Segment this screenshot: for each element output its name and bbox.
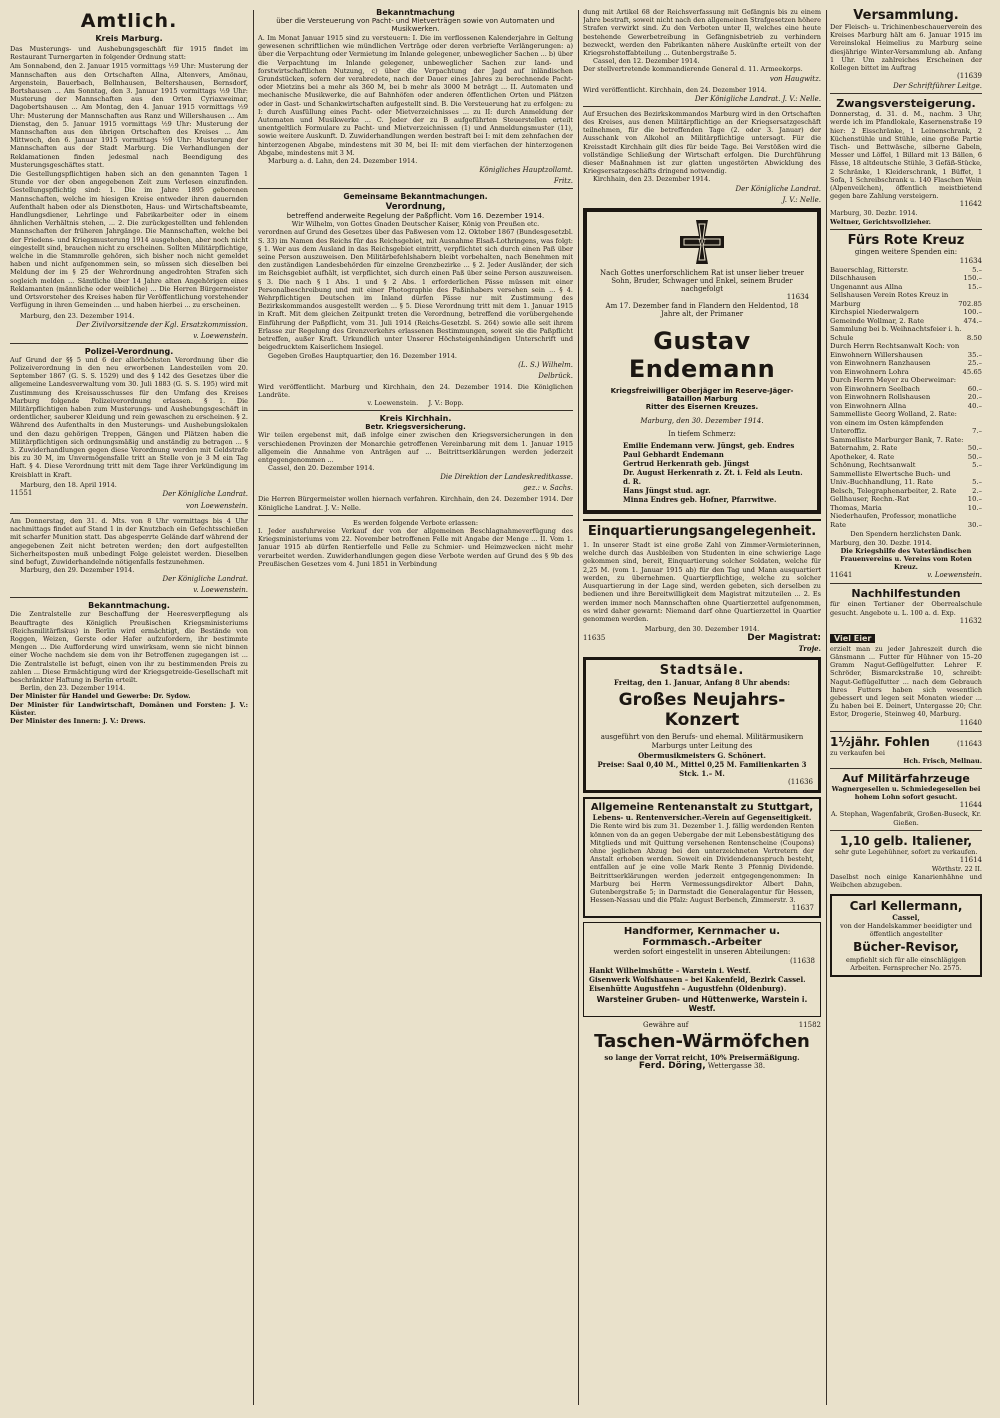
donnerstag-date: Marburg, den 29. Dezember 1914. xyxy=(20,566,135,575)
bekanntmachung-signature-1: Der Minister für Handel und Gewerbe: Dr. Sydow. xyxy=(10,692,191,701)
taschen-number: 11582 xyxy=(798,1021,821,1030)
einquartierung-notice xyxy=(583,519,821,653)
obituary-number: 11634 xyxy=(786,293,809,302)
donation-row xyxy=(830,512,982,529)
donation-name: Sammelliste Elwertsche Buch- und Univ.-Buchhandlung, 11. Rate xyxy=(830,469,951,487)
donation-row xyxy=(830,274,982,283)
kellermann-name: Carl Kellermann, xyxy=(849,898,963,913)
donation-name: Apotheker, 4. Rate xyxy=(830,452,895,461)
fohlen-body: zu verkaufen bei xyxy=(830,748,885,757)
bekanntmachung-body: Die Zentralstelle zur Beschaffung der Heeresverpflegung als Beauftragte des Königlich Preußischen Kriegsministeriums (Reichsmilitärfiskus) in Berlin wird ermächtigt, die Bestände von Roggen, Weizen, Gerste oder Hafer aufzufordern, ihr bestimmte Mengen ... Die Aufforderung wird unwirksam, wenn sie nicht binnen einer Woche nachdem sie dem von ihr Betroffenen zugegangen ist ... Die Zentralstelle ist befugt, einen von ihr zu bestimmenden Preis zu zahlen ... Diese Ermächtigung wird der Kriegsgetreide-Gesellschaft mit beschränkter Haftung in Berlin erteilt. xyxy=(10,610,248,684)
rotes-kreuz-signature: Die Kriegshilfe des Vaterländischen Frauenvereins u. Vereins vom Roten Kreuz. xyxy=(840,546,972,572)
top-publication: Wird veröffentlicht. Kirchhain, den 24. Dezember 1914. xyxy=(583,85,767,94)
donation-row xyxy=(830,504,982,513)
handformer-title: Handformer, Kernmacher u. Formmasch.-Arbeiter xyxy=(623,926,781,949)
bekanntmachung-signature-2: Der Minister für Landwirtschaft, Domänen und Forsten: J. V.: Küster. xyxy=(10,700,248,717)
donation-name: Sammlung bei b. Weihnachtsfeier i. h. Schule xyxy=(830,325,962,342)
kellermann-body: von der Handelskammer beeidigter und öffentlich angestellter xyxy=(840,921,972,938)
family-member: Hans Jüngst stud. agr. xyxy=(623,486,711,496)
stadtsaele-number: (11636 xyxy=(788,778,813,787)
handformer-subtitle: werden sofort eingestellt in unseren Abteilungen: xyxy=(613,948,791,957)
eier-title: Viel Eier xyxy=(830,634,875,643)
polizei-body: Auf Grund der §§ 5 und 6 der allerhöchsten Verordnung über die Polizeiverordnung in den neu erworbenen Landesteilen vom 20. September 1867 (G. S. S. 1529) und des § 142 des Gesetzes über die allgemeine Landesverwaltung vom 30. Juli 1883 (G. S. S. 195) wird mit Zustimmung des Kreisausschusses für den Umfang des Kreises Marburg folgende Polizeiverordnung erlassen. § 1. Die Militärpflichtigen haben zum Musterungs- und Aushebungsgeschäft in ordentlicher, sauberer Kleidung und rein gewaschen zu erscheinen. § 2. Während des Aufenthalts in den Musterungs- und Aushebungslokalen und den dazu gehörigen Treppen, Gängen und Plätzen haben die Militärpflichtigen sich ordnungsmäßig und anständig zu betragen ... § 3. Zuwiderhandlungen gegen diese Verordnung werden mit Geldstrafe bis zu 30 M, im Unvermögensfalle tritt an Stelle von je 3 M ein Tag Haft. § 4. Diese Verordnung tritt mit dem Tage ihrer Verkündigung im Kreisblatt in Kraft. xyxy=(10,355,248,479)
column-amtlich xyxy=(10,8,248,1408)
donation-row xyxy=(830,283,982,292)
donation-row xyxy=(830,393,982,402)
donation-row xyxy=(830,359,982,368)
fohlen-number: (11643 xyxy=(957,739,982,748)
kellermann-footer: empfiehlt sich für alle einschlägigen Arbeiten. Fernsprecher No. 2575. xyxy=(846,956,966,973)
donation-name: Sammelliste Marburger Bank, 7. Rate: Baternahm, 2. Rate xyxy=(830,435,964,453)
stadtsaele-title: Stadtsäle. xyxy=(659,663,745,679)
rotes-kreuz-title: Fürs Rote Kreuz xyxy=(847,232,965,248)
donation-amount: 60.– xyxy=(967,384,982,393)
bekanntmachung-heading: Bekanntmachung. xyxy=(88,601,170,611)
obituary-family xyxy=(595,441,809,504)
bek-subheading: über die Versteuerung von Pacht- und Mietverträgen sowie von Automaten und Musikwerken. xyxy=(276,17,555,33)
donation-row xyxy=(830,487,982,496)
rotes-kreuz-signature-name: v. Loewenstein. xyxy=(927,571,982,580)
polizei-number: 11551 xyxy=(10,488,33,497)
donnerstag-signature-title: Der Königliche Landrat. xyxy=(162,575,248,584)
donation-name: Sellshausen Verein Rotes Kreuz in Marburg xyxy=(830,291,949,308)
donation-name: Durch Herrn Rechtsanwalt Koch: von Einwohnern Willershausen xyxy=(830,342,960,359)
donation-amount: 5.– xyxy=(972,461,982,470)
donation-row xyxy=(830,308,982,317)
bek-heading: Bekanntmachung xyxy=(376,8,455,17)
donation-row xyxy=(830,368,982,377)
verordnung-signature-2: Delbrück. xyxy=(538,371,573,380)
polizei-signature-title: Der Königliche Landrat. xyxy=(162,489,248,498)
ersuchen-date: Kirchhain, den 23. Dezember 1914. xyxy=(593,175,711,184)
verordnung-intro: Wir Wilhelm, von Gottes Gnaden Deutscher Kaiser, König von Preußen etc. xyxy=(291,220,540,229)
musterung-date: Marburg, den 23. Dezember 1914. xyxy=(20,311,135,320)
taschen-header-row xyxy=(583,1021,821,1030)
donation-name: von Einwohnern Rollshausen xyxy=(830,393,931,402)
italiener-extra: Daselbst noch einige Kanarienhähne und Weibchen abzugeben. xyxy=(830,873,982,890)
donation-row xyxy=(830,410,982,436)
versammlung-title: Versammlung. xyxy=(853,8,959,23)
nachhilfe-number: 11632 xyxy=(959,616,982,625)
taschen-pre: Gewähre auf xyxy=(643,1021,689,1030)
donation-list xyxy=(830,266,982,530)
einquartierung-title: Einquartierungsangelegenheit. xyxy=(587,524,817,540)
column-rule xyxy=(253,10,254,1405)
top-date: Cassel, den 12. Dezember 1914. xyxy=(593,57,700,66)
column-anzeigen xyxy=(583,8,821,1408)
fohlen-title: 1½jähr. Fohlen xyxy=(830,734,930,749)
donation-name: Bauerschlag, Ritterstr. xyxy=(830,265,909,274)
column-bekanntmachungen xyxy=(258,8,573,1408)
donation-name: Gemeinde Wollmar, 2. Rate xyxy=(830,316,925,325)
donation-amount: 8.50 xyxy=(966,333,982,342)
taschen-firm-line xyxy=(583,1062,821,1071)
divider xyxy=(258,410,573,411)
bek-signature-name: Fritz. xyxy=(553,177,573,186)
musterung-body: Die Gestellungspflichtigen haben sich an den genannten Tagen 1 Stunde vor der oben angegebenen Zeit zum Verlesen einzufinden. Gestellungspflichtig sind: 1. Die im Jahre 1895 geborenen Mannschaften, welche im hiesigen Kreise entweder ihren dauernden Aufenthalt haben oder als Dienstboten, Haus- und Wirtschaftsbeamte, Handlungsdiener, Lehrlinge und Fabrikarbeiter oder in einem ähnlichen Verhältnis stehen, ... 2. Die zurückgestellten und fehlenden Mannschaften der früheren Jahrgänge. Die Mannschaften, welche bei der Friedens- und Kriegsmusterung 1914 ausgehoben, aber noch nicht eingestellt sind, brauchen nicht zu erscheinen. Sollten Militärpflichtige, welche in die Stammrolle gehören, sich bisher noch nicht gemeldet haben und nicht aufgenommen sein, so müssen sich dieselben bei Meldung der im § 25 der Wehrordnung angedrohten Strafen sich sogleich melden ... Sämtliche über 14 Jahre alten Angehörigen eines Reklamanten (männliche oder weibliche) ... Die Herren Bürgermeister und Ortsvorsteher des Kreises haben für Veröffentlichung vorstehender Verfügung in ihren Gemeinden ... und haben hierbei ... zu erscheinen. xyxy=(10,170,248,310)
italiener-address: Wörthstr. 22 II. xyxy=(931,865,982,874)
handformer-footer: Warsteiner Gruben- und Hüttenwerke, Warstein i. Westf. xyxy=(596,995,808,1014)
stadtsaele-prices: Preise: Saal 0,40 M., Mittel 0,25 M. Familienkarten 3 Stck. 1.– M. xyxy=(597,760,807,779)
einquartierung-signature-title: Der Magistrat: xyxy=(747,633,821,644)
kellermann-ad xyxy=(830,894,982,978)
gemeinsame-heading: Gemeinsame Bekanntmachungen. xyxy=(343,192,488,202)
donation-row xyxy=(830,317,982,326)
einquartierung-date: Marburg, den 30. Dezember 1914. xyxy=(644,625,760,634)
zwangsversteigerung-title: Zwangsversteigerung. xyxy=(836,97,976,111)
donation-row xyxy=(830,291,982,308)
kreis-heading: Kreis Marburg. xyxy=(95,34,163,43)
donation-amount: 10.– xyxy=(967,503,982,512)
donation-amount: 15.– xyxy=(967,282,982,291)
obituary-name: Gustav Endemann xyxy=(628,326,776,383)
kirchhain-signature-2: gez.: v. Sachs. xyxy=(523,484,573,493)
kirchhain-note: Die Herren Bürgermeister wollen hiernach verfahren. Kirchhain, den 24. Dezember 1914. Der Königliche Landrat. J. V.: Nelle. xyxy=(258,495,573,512)
divider xyxy=(830,93,982,94)
donation-row xyxy=(830,495,982,504)
divider xyxy=(258,515,573,516)
top-signature-landrat: Der Königliche Landrat. J. V.: Nelle. xyxy=(694,94,821,103)
donation-row xyxy=(830,470,982,487)
verordnung-signature-1: (L. S.) Wilhelm. xyxy=(518,360,573,369)
handformer-ad xyxy=(583,922,821,1017)
donation-amount: 50.– xyxy=(967,444,982,453)
obituary-notice xyxy=(583,208,821,514)
rotes-kreuz-date: Marburg, den 30. Dezbr. 1914. xyxy=(830,538,932,547)
versammlung-body: Der Fleisch- u. Trichinenbeschauerverein des Kreises Marburg hält am 6. Januar 1915 im Vereinslokal Heimelius zu Marburg seine diesjährige Winter-Versammlung ab. Anfang 1 Uhr. Um zahlreiches Erscheinen der Kollegen bittet im Auftrag xyxy=(830,23,982,73)
top-signature-name: von Haugwitz. xyxy=(769,74,821,83)
donation-amount: 25.– xyxy=(967,359,982,368)
handformer-location: Gisenwerk Wolfshausen – bei Kakenfeld, Bezirk Cassel. xyxy=(589,975,806,985)
donation-row xyxy=(830,461,982,470)
fohlen-title-row xyxy=(830,735,982,749)
iron-cross-icon xyxy=(678,218,726,266)
einquartierung-signature-row xyxy=(583,633,821,643)
donnerstag-body: Am Donnerstag, den 31. d. Mts. von 8 Uhr vormittags bis 4 Uhr nachmittags findet auf Stand 1 in der Knutzbach ein Gefechtsschießen mit scharfer Munition statt. Das abgesperrte Gelände darf während der angegebenen Zeit nicht betreten werden; den dort aufgestellten Sicherheitsposten muß unbedingt Folge geleistet werden. Dieselben sind befugt, Zuwiderhandelnde nötigenfalls festzunehmen. xyxy=(10,516,248,566)
top-signature-title: Der stellvertretende kommandierende General d. 11. Armeekorps. xyxy=(583,65,803,74)
stadtsaele-by: ausgeführt von den Berufs- und ehemal. Militärmusikern Marburgs unter Leitung des xyxy=(600,733,804,751)
verbote-intro: Es werden folgende Verbote erlassen: xyxy=(352,518,479,527)
donation-amount: 7.– xyxy=(972,427,982,436)
versammlung-signature: Der Schriftführer Leitge. xyxy=(893,82,982,91)
zwangsversteigerung-date: Marburg, 30. Dezbr. 1914. xyxy=(830,209,918,218)
stadtsaele-line: Freitag, den 1. Januar, Anfang 8 Uhr abends: xyxy=(614,678,790,688)
taschen-address: Wettergasse 38. xyxy=(707,1062,766,1071)
polizei-signature-name: von Loewenstein. xyxy=(185,501,248,510)
verordnung-body: verordnen auf Grund des Gesetzes über das Paßwesen vom 12. Oktober 1867 (Bundesgesetzbl. S. 33) im Namen des Reichs für das Reichsgebiet, mit Ausnahme Elsaß-Lothringens, was folgt: § 1. Wer aus dem Ausland in das Reichsgebiet eintritt, verpflichtet sich durch einen Paß über seine Person auszuweisen. Den Militärbefehlshabern bleibt vorbehalten, nach Benehmen mit den zuständigen Landesbehörden für einzelne Grenzbezirke ... § 2. Jeder Ausländer, der sich im Reichsgebiet aufhält, ist verpflichtet, sich durch einen Paß über seine Person auszuweisen. § 3. Die nach § 1 Abs. 1 und § 2 Abs. 1 erforderlichen Pässe müssen mit einer Personalbeschreibung und mit einer Photographie des Paßinhabers versehen sein ... § 4. Wehrpflichtigen Deutschen im Inland dürfen Pässe nur mit Zustimmung des Bezirkskommandos ausgestellt werden ... § 5. Diese Verordnung tritt mit dem 1. Januar 1915 in Kraft. Mit dem gleichen Zeitpunkt treten die Verordnung, betreffend die vorübergehende Einführung der Paßpflicht, vom 31. Juli 1914 (Reichs-Gesetzbl. S. 264) sowie alle seit ihrem Erlasse zur Regelung des Grenzverkehrs erlassenen Bestimmungen, soweit sie die Paßpflicht betreffen, außer Kraft. Urkundlich unter Unserer Höchsteigenhändigen Unterschrift und beigedrucktem Kaiserlichem Insiegel. xyxy=(258,228,573,352)
taschen-subtitle: so lange der Vorrat reicht, 10% Preisermäßigung. xyxy=(604,1053,800,1063)
rotes-kreuz-number-2: 11641 xyxy=(830,571,853,580)
section-title: Amtlich. xyxy=(80,10,178,32)
fohlen-signature: Hch. Frisch, Mellnau. xyxy=(903,756,982,765)
taschen-title: Taschen-Wärmöfchen xyxy=(594,1031,810,1053)
bek-body: A. Im Monat Januar 1915 sind zu versteuern: I. Die im verflossenen Kalenderjahre in Geltung gewesenen schriftlichen wie mündlichen Verträge oder deren verbriefte Verlängerungen: a) über die Verpachtung oder Vermietung im Inlande gelegener, unbeweglicher Sachen ... b) über die Verpachtung im Inlande gelegener, unbeweglicher Sachen zur land- und forstwirtschaftlichen Nutzung, c) über die Verpachtung der Jagd auf inländischen Grundstücken, sofern der verabredete, nach der Dauer eines Jahres zu berechnende Pacht- oder Mietzins bei a mehr als 360 M, bei b mehr als 3000 M beträgt ... II. Automaten und mechanische Musikwerke, die auf Bahnhöfen oder anderen öffentlichen Orten und Plätzen oder in Gast- und Schankwirtschaften aufgestellt sind. B. Die Versteuerung hat zu erfolgen: zu I: durch Ausfüllung eines Pacht- oder Mietverzeichnisses ... zu II: durch Anmeldung der Automaten und Musikwerke ... C. Jeder der zu B aufgeführten Steuerstellen erteilt unentgeltlich Formulare zu Pacht- und Mietverzeichnissen (1) und Anmeldungsmuster (11), sowie weitere Auskunft. D. Zuwiderhandlungen werden bestraft bei I: mit dem zehnfachen der hinterzogenen Abgabe, mindestens mit 30 M, bei II: mit dem vierfachen der hinterzogenen Abgabe, mindestens mit 3 M. xyxy=(258,34,573,157)
bekanntmachung-date: Berlin, den 23. Dezember 1914. xyxy=(20,684,126,693)
donation-amount: 30.– xyxy=(967,520,982,529)
column-rule xyxy=(578,10,579,1405)
donation-row xyxy=(830,266,982,275)
donation-name: Schönung, Rechtsanwalt xyxy=(830,461,916,470)
kellermann-title: Bücher-Revisor, xyxy=(853,940,959,955)
polizei-date: Marburg, den 18. April 1914. xyxy=(20,480,117,489)
divider xyxy=(583,106,821,107)
obituary-order: Ritter des Eisernen Kreuzes. xyxy=(645,402,759,411)
kirchhain-subheading: Betr. Kriegsversicherung. xyxy=(365,423,466,432)
donation-name: von Einwohnern Lohra xyxy=(830,367,909,376)
ersuchen-signature-title: Der Königliche Landrat. xyxy=(735,184,821,193)
kirchhain-signature-1: Die Direktion der Landeskreditkasse. xyxy=(440,473,573,482)
rentenanstalt-ad xyxy=(583,797,821,918)
donation-amount: 50.– xyxy=(967,452,982,461)
zwangsversteigerung-number: 11642 xyxy=(959,200,982,209)
polizei-heading: Polizei-Verordnung. xyxy=(84,346,174,356)
rentenanstalt-subtitle: Lebens- u. Rentenversicher.-Verein auf Gegenseitigkeit. xyxy=(592,813,812,823)
donation-name: von Einwohnern Ranzhausen xyxy=(830,359,931,368)
eier-number: 11640 xyxy=(959,718,982,727)
verordnung-date: Gegeben Großes Hauptquartier, den 16. Dezember 1914. xyxy=(268,351,457,360)
donation-amount: 5.– xyxy=(972,478,982,487)
einquartierung-body: 1. In unserer Stadt ist eine große Zahl von Zimmer-Vermieterinnen, welche durch das Ausbleiben von Studenten in eine schwierige Lage gekommen sind, bereit, Einquartierung solcher Soldaten, welche für 2,25 M. (vom 1. Januar 1915 ab) für den Tag und Mann ausquartiert werden, zu übernehmen. Quartierpflichtige, welche zu solcher Ausquartierung in der Lage sind, werden gebeten, sich derselben zu bedienen und ihre Bereitwilligkeit dem Magistrat mitzuteilen ... 2. Es werden immer noch Mannschaften ohne Quartierzettel aufgenommen, es wird daher gewarnt: Niemand darf ohne Quartierzettel in Quartier genommen werden. xyxy=(583,541,821,623)
verordnung-publication: Wird veröffentlicht. Marburg und Kirchhain, den 24. Dezember 1914. Die Königlichen Landräte. xyxy=(258,382,573,399)
italiener-body: sehr gute Legehühner, sofort zu verkaufen. xyxy=(834,847,978,856)
divider xyxy=(830,768,982,769)
kirchhain-date: Cassel, den 20. Dezember 1914. xyxy=(268,464,375,473)
rotes-kreuz-number: 11634 xyxy=(959,256,982,265)
handformer-number: (11638 xyxy=(790,957,815,966)
ersuchen-body: Auf Ersuchen des Bezirkskommandos Marburg wird in den Ortschaften des Kreises, aus denen Militärpflichtige an der Kriegsersatzgeschäft teilnehmen, für die betreffenden Tage (2. oder 3. Januar) der Ausschank von Alkohol an Militärpflichtige untersagt. Für die Kreisstadt Kirchhain gilt dies für beide Tage. Bei Verstößen wird die vollständige Schließung der Wirtschaft erfolgen. Die Durchführung dieser Maßnahmen ist zur glatten ungestörten Abwicklung des Kriegsersatzgeschäfts dringend notwendig. xyxy=(583,109,821,176)
divider xyxy=(830,830,982,831)
einquartierung-signature-name: Troje. xyxy=(798,644,821,654)
donation-name: Niederhaufen, Professor, monatliche Rate xyxy=(830,512,957,529)
verordnung-names: v. Loewenstein. J. V.: Bopp. xyxy=(367,399,464,408)
donation-row xyxy=(830,342,982,359)
divider xyxy=(830,583,982,584)
donation-amount: 45.65 xyxy=(962,367,982,376)
family-member: Minna Endres geb. Hofner, Pfarrwitwe. xyxy=(623,495,777,505)
donation-amount: 35.– xyxy=(967,350,982,359)
bekanntmachung-signature-3: Der Minister des Innern: J. V.: Drews. xyxy=(10,717,146,726)
bek-date: Marburg a. d. Lahn, den 24. Dezember 1914. xyxy=(268,157,418,166)
rotes-kreuz-thanks: Den Spendern herzlichsten Dank. xyxy=(850,530,962,539)
verordnung-heading: Verordnung, xyxy=(385,202,446,213)
obituary-rank: Kriegsfreiwilliger Oberjäger im Reserve-Jäger-Bataillon Marburg xyxy=(610,386,794,403)
versammlung-number: (11639 xyxy=(957,72,982,81)
donnerstag-signature-name: v. Loewenstein. xyxy=(193,586,248,595)
donation-row xyxy=(830,402,982,411)
rentenanstalt-number: 11637 xyxy=(791,904,814,913)
rotes-kreuz-subtitle: gingen weitere Spenden ein: xyxy=(854,247,958,256)
donation-amount: 20.– xyxy=(967,393,982,402)
zwangsversteigerung-body: Donnerstag, d. 31. d. M., nachm. 3 Uhr, werde ich im Pfandlokale, Kasernenstraße 19 hier: 2 Eisschränke, 1 Leinenschrank, 2 Küchenstühle und Stühle, eine große Partie Tisch- und Bettwäsche, silberne Gabeln, Messer und Löffel, 1 Billard mit 13 Bällen, 6 Fässe, 18 altdeutsche Stühle, 3 Gefäß-Stücke, 2 Schränke, 1 Kleiderschrank, 1 Büffet, 1 Sofa, 1 Schreibschrank u. 140 Flaschen Wein (Alpenveilchen), öffentlich meistbietend gegen bare Zahlung versteigern. xyxy=(830,110,982,201)
musterung-days: Am Sonnabend, den 2. Januar 1915 vormittags ½9 Uhr: Musterung der Mannschaften aus den Ortschaften Allna, Altenvers, Amönau, Argenstein, Bauerbach, Bellnhausen, Beltershausen, Bernsdorf, Bortshausen ... Am Sonntag, den 3. Januar 1915 vormittags ½9 Uhr: Musterung der Mannschaften aus den Orten Cyriaxweimar, Dagobertshausen ... Am Montag, den 4. Januar 1915 vormittags ½9 Uhr: Musterung der Mannschaften aus Ranz und Willershausen ... Am Dienstag, den 5. Januar 1915 vormittags ½9 Uhr: Musterung der Mannschaften aus den übrigen Ortschaften des Kreises ... Am Mittwoch, den 6. Januar 1915 vormittags ½9 Uhr: Musterung der Mannschaften aus der Stadt Marburg. Die Verhandlungen der Reklamationen finden jedesmal nach Beendigung des Musterungsgeschäftes statt. xyxy=(10,62,248,169)
italiener-title: 1,10 gelb. Italiener, xyxy=(839,833,972,848)
family-member: Emilie Endemann verw. Jüngst, geb. Endres xyxy=(623,441,795,451)
donation-row xyxy=(830,376,982,393)
donation-amount: 5.– xyxy=(972,265,982,274)
ersuchen-signature-name: J. V.: Nelle. xyxy=(782,195,821,204)
donation-name: Thomas, Maria xyxy=(830,503,882,512)
eier-body: erzielt man zu jeder Jahreszeit durch die Gänsmann ... Futter für Hühner von 15–20 Gramm Nagut-Geflügelfutter. Lehrer F. Schröder, Bismarckstraße 10, schreibt: Nagut-Geflügelfutter ... nach dem Gebrauch Ihres Futters haben sich wesentlich gebessert und legen seit Monaten wieder ... Zu haben bei E. Deinert, Untergasse 20; Chr. Estor, Drogerie, Steinweg 40, Marburg. xyxy=(830,644,982,719)
family-member: Paul Gebhardt Endemann xyxy=(623,450,724,460)
einquartierung-number: 11635 xyxy=(583,634,606,643)
italiener-number: 11614 xyxy=(959,856,982,865)
donation-amount: 474.– xyxy=(963,316,982,325)
donation-row xyxy=(830,453,982,462)
divider xyxy=(10,597,248,598)
musterung-signature-title: Der Zivilvorsitzende der Kgl. Ersatzkommission. xyxy=(76,320,248,329)
donation-name: Gellhauser, Rechn.-Rat xyxy=(830,495,910,504)
stadtsaele-concert: Großes Neujahrs-Konzert xyxy=(618,690,786,731)
divider xyxy=(258,188,573,189)
donation-name: Ungenannt aus Allna xyxy=(830,282,903,291)
donation-row xyxy=(830,325,982,342)
zwangsversteigerung-signature: Weltner, Gerichtsvollzieher. xyxy=(830,217,931,226)
militaer-firm: A. Stephan, Wagenfabrik, Großen-Buseck, Kr. Gießen. xyxy=(830,810,982,827)
donation-row xyxy=(830,436,982,453)
column-rule xyxy=(826,10,827,1405)
polizei-signature-row xyxy=(10,489,248,501)
donation-amount: 100.– xyxy=(963,308,982,317)
donation-name: Sammelliste Georg Wolland, 2. Rate: von einem im Osten kämpfenden Unteroffiz. xyxy=(830,410,957,436)
donation-name: Dilschhausen xyxy=(830,274,877,283)
nachhilfe-title: Nachhilfestunden xyxy=(851,587,961,601)
svg-text:W: W xyxy=(698,238,706,247)
kirchhain-heading: Kreis Kirchhain. xyxy=(379,414,452,424)
divider xyxy=(830,229,982,230)
obituary-text-1: Nach Gottes unerforschlichem Rat ist unser lieber treuer Sohn, Bruder, Schwager und Enkel, seinem Bruder nachgefolgt xyxy=(600,268,804,294)
kellermann-city: Cassel, xyxy=(892,912,920,922)
donation-amount: 40.– xyxy=(967,401,982,410)
divider xyxy=(10,513,248,514)
verbote-body: I. Jeder ausfuhrweise Verkauf der von der allgemeinen Beschlagnahmeverfügung des Kriegsministeriums vom 22. November betroffenen Felle mit Angabe der Menge ... II. Vom 1. Januar 1915 ab dürfen Rentierfelle und Felle zu Schmier- und Heimzwecken nicht mehr verarbeitet werden. Zuwiderhandlungen gegen diese Verbote werden auf Grund des § 9b des Preußischen Gesetzes vom 4. Juni 1851 in Verbindung xyxy=(258,526,573,568)
divider xyxy=(830,731,982,732)
donation-amount: 10.– xyxy=(967,495,982,504)
family-member: Gertrud Herkenrath geb. Jüngst xyxy=(623,459,750,469)
musterung-intro: Das Musterungs- und Aushebungsgeschäft für 1915 findet im Restaurant Turnergarten in folgender Ordnung statt: xyxy=(10,45,248,62)
top-body: dung mit Artikel 68 der Reichsverfassung mit Gefängnis bis zu einem Jahre bestraft, soweit nicht nach den allgemeinen Strafgesetzen höhere Strafen verwirkt sind. Zu den Verboten unter II, welches eine heute bestehende Gewerbetreibung in Gefängnisbetrieb zu verhindern bezweckt, werden den Fabrikanten nähere Auskünfte erteilt von der Kriegsrohstoffabteilung ... Gutenbergstraße 5. xyxy=(583,8,821,58)
donation-name: Durch Herrn Meyer zu Oberweimar: von Einwohnern Seelbach xyxy=(830,376,957,393)
column-kleinanzeigen xyxy=(830,8,982,1408)
handformer-location: Eisenhütte Augustfehn – Augustfehn (Oldenburg). xyxy=(589,984,787,994)
musterung-signature-name: v. Loewenstein. xyxy=(193,331,248,340)
donation-name: von Einwohnern Allna xyxy=(830,401,907,410)
militaer-title: Auf Militärfahrzeuge xyxy=(842,772,970,786)
donation-amount: 150.– xyxy=(963,274,982,283)
donation-amount: 702.85 xyxy=(958,299,982,308)
stadtsaele-ad xyxy=(583,657,821,793)
handformer-location: Hankt Wilhelmshütte – Warstein i. Westf. xyxy=(589,966,751,976)
stadtsaele-leader: Obermusikmeisters G. Schönert. xyxy=(638,751,766,761)
rotes-kreuz-signature-row xyxy=(830,571,982,580)
verordnung-subheading: betreffend anderweite Regelung der Paßpflicht. Vom 16. Dezember 1914. xyxy=(286,212,545,221)
rentenanstalt-title: Allgemeine Rentenanstalt zu Stuttgart, xyxy=(590,802,814,814)
kirchhain-body: Wir teilen ergebenst mit, daß infolge einer zwischen den Kriegsversicherungen in den verschiedenen Provinzen der Monarchie getroffenen Vereinbarung mit dem 1. Januar 1915 allgemein die Annahme von Anträgen auf ... Beitrittserklärungen werden jederzeit entgegengenommen ... xyxy=(258,431,573,464)
obituary-text-2: Am 17. Dezember fand in Flandern den Heldentod, 18 Jahre alt, der Primaner xyxy=(605,302,799,319)
rentenanstalt-body: Die Rente wird bis zum 31. Dezember 1. J. fällig werdenden Renten können von da an gegen Uebergabe der mit Lebensbestätigung des Mitglieds und mit Quittung versehenen Rentenscheine (Coupons) ohne jeglichen Abzug bei den unterzeichneten Vertretern der Anstalt erhoben werden. Soweit ein Dividendenanspruch besteht, entfallen auf je eine volle Mark Rente 3 Pfennig Dividende. Beitrittserklärungen werden jederzeit entgegengenommen: In Marburg bei Herrn Vermessungsdirektor Albert Dahn, Gutenbergstraße 5; in Darmstadt die Generalagentur für Hessen, Hessen-Nassau und die Pfalz: August Berbench, Zimmerstr. 3. xyxy=(590,822,814,905)
family-member: Dr. August Herkenrath z. Zt. i. Feld als Leutn. d. R. xyxy=(623,468,803,487)
taschen-firm: Ferd. Döring, xyxy=(638,1061,706,1072)
taschen-ad xyxy=(583,1021,821,1071)
donation-name: Kirchspiel Niederwalgern xyxy=(830,308,919,317)
bek-signature-title: Königliches Hauptzollamt. xyxy=(479,166,573,175)
militaer-subtitle: Wagnergesellen u. Schmiedegesellen bei hohem Lohn sofort gesucht. xyxy=(831,785,981,802)
divider xyxy=(10,343,248,344)
donation-amount: 2.– xyxy=(972,486,982,495)
nachhilfe-body: für einen Tertianer der Oberrealschule gesucht. Angebote u. L. 100 a. d. Exp. xyxy=(830,600,982,617)
obituary-sorrow: In tiefem Schmerz: xyxy=(668,429,736,438)
donation-name: Belsch, Telegraphenarbeiter, 2. Rate xyxy=(830,486,957,495)
obituary-date: Marburg, den 30. Dezember 1914. xyxy=(640,416,764,425)
militaer-number: 11644 xyxy=(959,801,982,810)
